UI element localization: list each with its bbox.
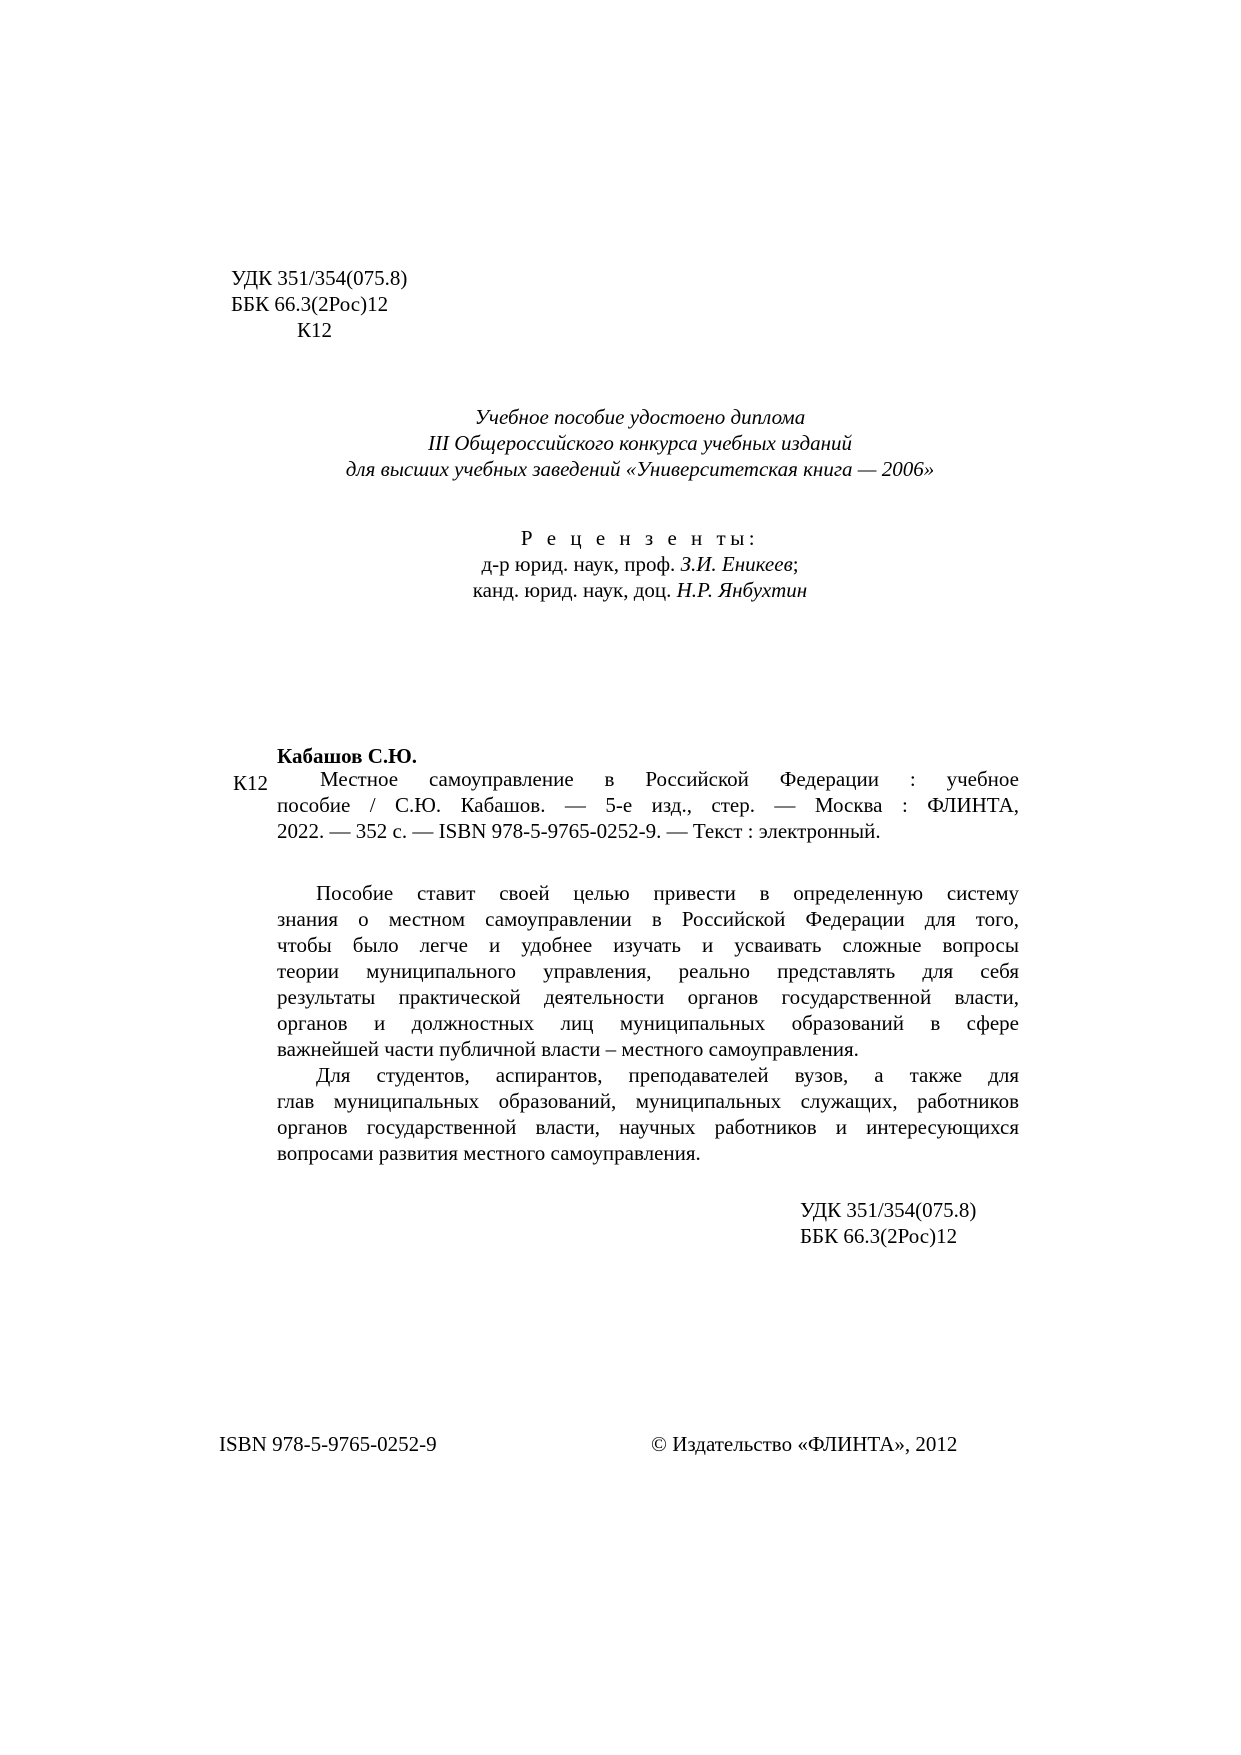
- author-mark: К12: [297, 318, 333, 342]
- biblio-line: 2022. — 352 с. — ISBN 978-5-9765-0252-9. — Текст : электронный.: [277, 819, 881, 843]
- annotation-line: органов и должностных лиц муниципальных образований в сфере: [277, 1011, 1019, 1035]
- diploma-note: [300, 404, 980, 482]
- annotation-line: органов государственной власти, научных работников и интересующихся: [277, 1115, 1019, 1139]
- biblio-line: пособие / С.Ю. Кабашов. — 5-е изд., стер. — Москва : ФЛИНТА,: [277, 793, 1019, 817]
- diploma-note-line: для высших учебных заведений «Университетская книга — 2006»: [345, 457, 935, 481]
- bbk-code: ББК 66.3(2Рос)12: [800, 1224, 958, 1248]
- classification-block-top: [231, 265, 407, 343]
- reviewer-1: [400, 551, 880, 577]
- copyright: © Издательство «ФЛИНТА», 2012: [651, 1432, 958, 1456]
- annotation-line: Пособие ставит своей целью привести в определенную систему: [316, 881, 1019, 905]
- biblio-line: Местное самоуправление в Российской Федерации : учебное: [320, 767, 1019, 791]
- annotation-line: глав муниципальных образований, муниципальных служащих, работников: [277, 1089, 1019, 1113]
- classification-block-bottom: [800, 1197, 976, 1249]
- bbk-code: ББК 66.3(2Рос)12: [231, 292, 389, 316]
- reviewer-1-name: З.И. Еникеев: [680, 552, 793, 576]
- diploma-note-line: Учебное пособие удостоено диплома: [474, 405, 806, 429]
- annotation-line: Для студентов, аспирантов, преподавателей вузов, а также для: [316, 1063, 1019, 1087]
- reviewers-heading: Р е ц е н з е н ты:: [520, 526, 760, 550]
- diploma-note-line: III Общероссийского конкурса учебных изданий: [427, 431, 853, 455]
- annotation-line: результаты практической деятельности органов государственной власти,: [277, 985, 1019, 1009]
- reviewer-2-name: Н.Р. Янбухтин: [676, 578, 808, 602]
- reviewer-1-title: д-р юрид. наук, проф.: [481, 552, 676, 576]
- reviewers-block: [400, 525, 880, 603]
- annotation-line: теории муниципального управления, реально представлять для себя: [277, 959, 1019, 983]
- author-heading: Кабашов С.Ю.: [277, 744, 418, 768]
- reviewer-2: [400, 577, 880, 603]
- isbn: ISBN 978-5-9765-0252-9: [219, 1432, 437, 1456]
- bibliographic-entry: [277, 766, 1019, 844]
- annotation-line: знания о местном самоуправлении в Российской Федерации для того,: [277, 907, 1019, 931]
- reviewer-2-title: канд. юрид. наук, доц.: [472, 578, 672, 602]
- annotation: [277, 880, 1019, 1166]
- annotation-line: важнейшей части публичной власти – местного самоуправления.: [277, 1037, 859, 1061]
- reviewer-1-end: ;: [792, 552, 799, 576]
- annotation-line: вопросами развития местного самоуправления.: [277, 1141, 701, 1165]
- udk-code: УДК 351/354(075.8): [231, 266, 408, 290]
- annotation-line: чтобы было легче и удобнее изучать и усваивать сложные вопросы: [277, 933, 1019, 957]
- udk-code: УДК 351/354(075.8): [800, 1198, 977, 1222]
- biblio-author-mark: К12: [233, 771, 269, 795]
